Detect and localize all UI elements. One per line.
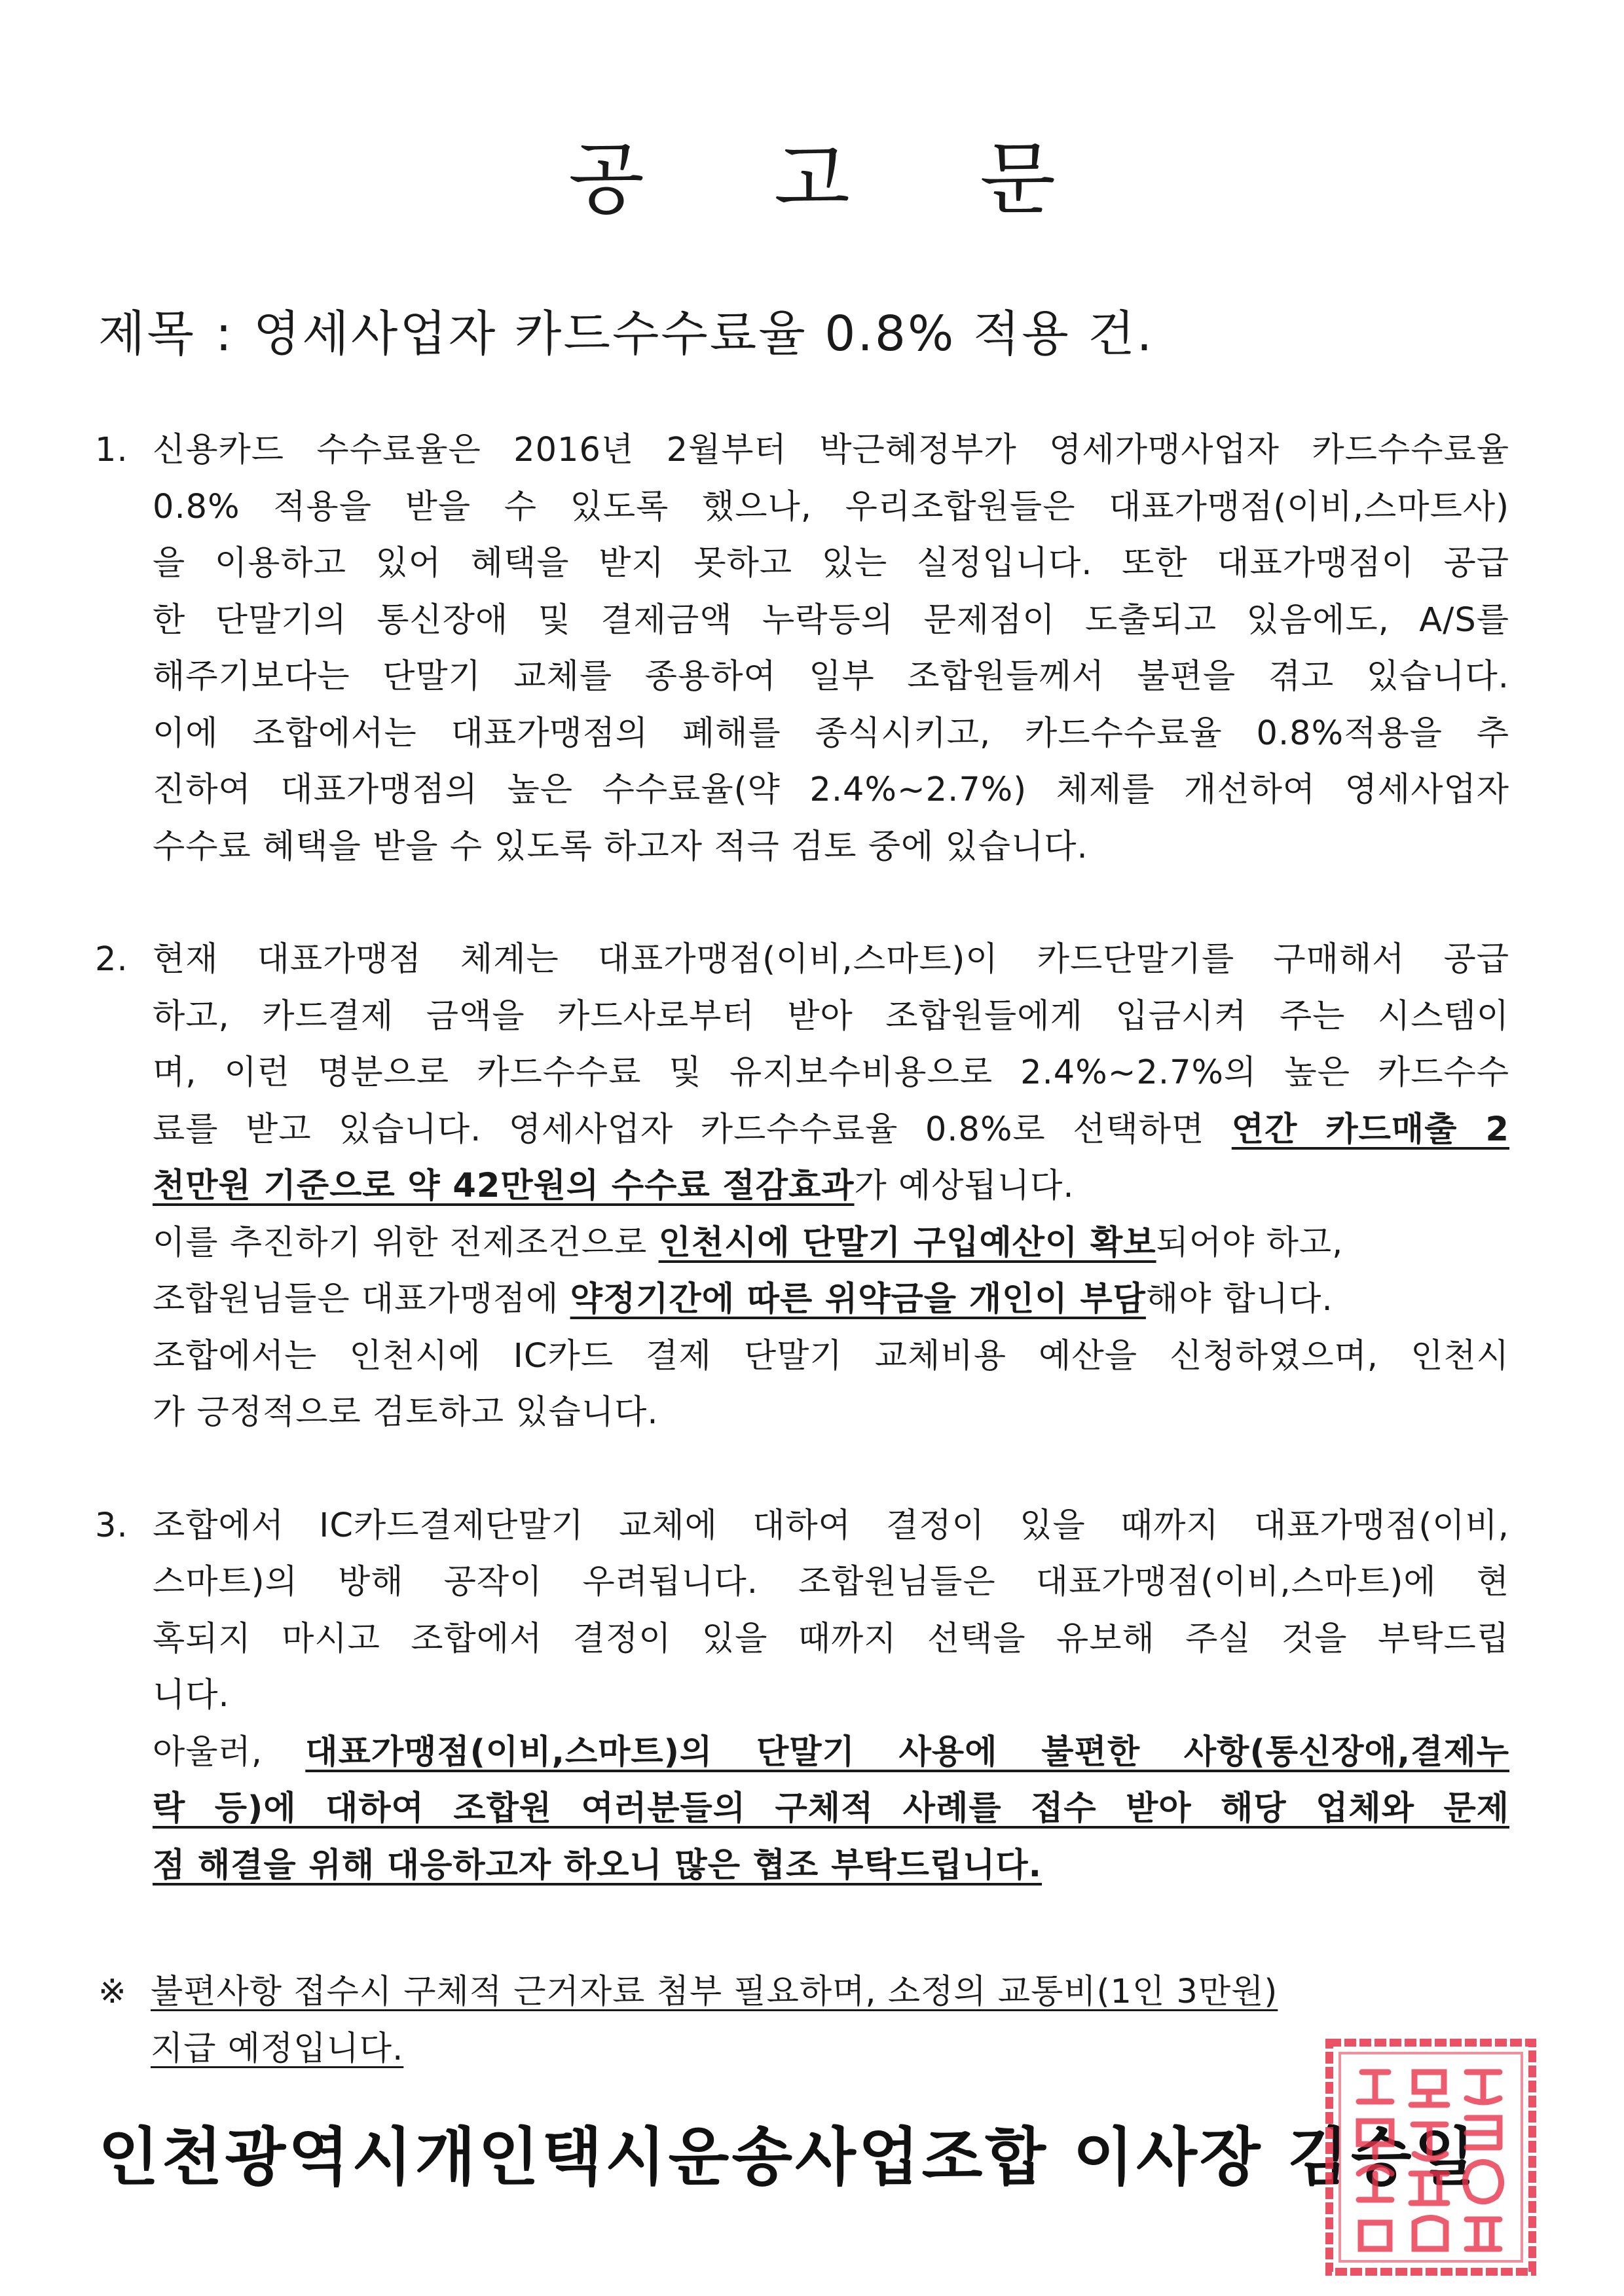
footnote-line: 불편사항 접수시 구체적 근거자료 첨부 필요하며, 소정의 교통비(1인 3만원) [151, 1973, 1278, 2011]
text-line: 니다. [153, 1676, 230, 1715]
text-line [153, 1838, 1509, 1895]
signature-line: 인천광역시개인택시운송사업조합 이사장 김승일 [98, 2121, 1478, 2194]
text-line: 가 긍정적으로 검토하고 있습니다. [153, 1393, 659, 1432]
underlined-emphasis: 약정기간에 따른 위약금을 개인이 부담 [570, 1280, 1146, 1319]
underlined-emphasis: 대표가맹점(이비,스마트)의 단말기 사용에 불편한 사항(통신장애,결제누 [305, 1732, 1509, 1772]
text-line [153, 1158, 1509, 1215]
section-paragraph [95, 1498, 1509, 1895]
text-line [153, 1215, 1509, 1272]
text-line: 하고, 카드결제 금액을 카드사로부터 받아 조합원들에게 입금시켜 주는 시스템이 [153, 996, 1509, 1036]
text-line: 신용카드 수수료율은 2016년 2월부터 박근혜정부가 영세가맹사업자 카드수수료율 [153, 431, 1509, 469]
text-line: 조합에서 IC카드결제단말기 교체에 대하여 결정이 있을 때까지 대표가맹점(이비, [153, 1506, 1509, 1545]
text-line [153, 1724, 1509, 1781]
footnote-text: 지급 예정입니다. [151, 2029, 404, 2068]
official-seal-icon [1323, 2036, 1539, 2278]
text-line [153, 1102, 1509, 1159]
text-segment: 료를 받고 있습니다. 영세사업자 카드수수료율 0.8%로 선택하면 [153, 1110, 1232, 1149]
text-segment: 가 예상됩니다. [854, 1167, 1075, 1205]
footnote [98, 1964, 1513, 2077]
section-paragraph [95, 422, 1509, 875]
text-line [153, 1271, 1509, 1328]
text-line: 혹되지 마시고 조합에서 결정이 있을 때까지 선택을 유보해 주실 것을 부탁드립 [153, 1619, 1509, 1658]
text-line [153, 1781, 1509, 1838]
section-number: 1. [95, 431, 128, 469]
section-number: 2. [95, 940, 128, 979]
section-3 [95, 1498, 1509, 1895]
underlined-emphasis: 연간 카드매출 2 [1231, 1110, 1510, 1149]
text-line: 해주기보다는 단말기 교체를 종용하여 일부 조합원들께서 불편을 겪고 있습니다. [153, 657, 1509, 696]
text-line: 현재 대표가맹점 체계는 대표가맹점(이비,스마트)이 카드단말기를 구매해서 공급 [153, 940, 1509, 979]
text-segment: 이를 추진하기 위한 전제조건으로 [153, 1223, 659, 1262]
text-line: 진하여 대표가맹점의 높은 수수료율(약 2.4%~2.7%) 체제를 개선하여 영세사업자 [153, 771, 1509, 809]
text-line: 0.8% 적용을 받을 수 있도록 했으나, 우리조합원들은 대표가맹점(이비,스마트사) [153, 487, 1509, 526]
text-segment: 되어야 하고, [1156, 1223, 1344, 1262]
text-segment: 아울러, [153, 1732, 306, 1772]
document-title: 공 고 문 [568, 134, 1109, 225]
subject-colon: : [215, 306, 234, 362]
section-1 [95, 422, 1509, 875]
text-line: 한 단말기의 통신장애 및 결제금액 누락등의 문제점이 도출되고 있음에도, A/S를 [153, 600, 1509, 640]
section-number: 3. [95, 1506, 128, 1545]
text-line: 수수료 혜택을 받을 수 있도록 하고자 적극 검토 중에 있습니다. [153, 827, 1088, 866]
subject-line [98, 301, 1154, 367]
text-line: 조합에서는 인천시에 IC카드 결제 단말기 교체비용 예산을 신청하였으며, 인천시 [153, 1336, 1509, 1376]
text-line: 스마트)의 방해 공작이 우려됩니다. 조합원님들은 대표가맹점(이비,스마트)에 현 [153, 1563, 1509, 1601]
text-line: 며, 이런 명분으로 카드수수료 및 유지보수비용으로 2.4%~2.7%의 높은 카드수수 [153, 1053, 1509, 1092]
underlined-emphasis: 천만원 기준으로 약 42만원의 수수료 절감효과 [153, 1167, 855, 1205]
footnote-line [151, 2021, 1513, 2078]
subject-label: 제목 [98, 306, 196, 362]
section-2 [95, 932, 1509, 1442]
text-line: 을 이용하고 있어 혜택을 받지 못하고 있는 실정입니다. 또한 대표가맹점이 공급 [153, 544, 1509, 583]
underlined-emphasis: 점 해결을 위해 대응하고자 하오니 많은 협조 부탁드립니다. [153, 1846, 1043, 1885]
reference-mark: ※ [98, 1973, 127, 2011]
notice-body [95, 422, 1509, 1894]
section-paragraph [95, 932, 1509, 1442]
text-segment: 조합원님들은 대표가맹점에 [153, 1280, 570, 1319]
text-segment: 해야 합니다. [1145, 1280, 1333, 1319]
footnote-body [98, 1964, 1513, 2077]
underlined-emphasis: 인천시에 단말기 구입예산이 확보 [658, 1223, 1156, 1262]
underlined-emphasis: 락 등)에 대하여 조합원 여러분들의 구체적 사례를 접수 받아 해당 업체와 문제 [153, 1789, 1509, 1828]
subject-text: 영세사업자 카드수수료율 0.8% 적용 건. [253, 306, 1154, 362]
text-line: 이에 조합에서는 대표가맹점의 폐해를 종식시키고, 카드수수료율 0.8%적용을 추 [153, 714, 1509, 753]
